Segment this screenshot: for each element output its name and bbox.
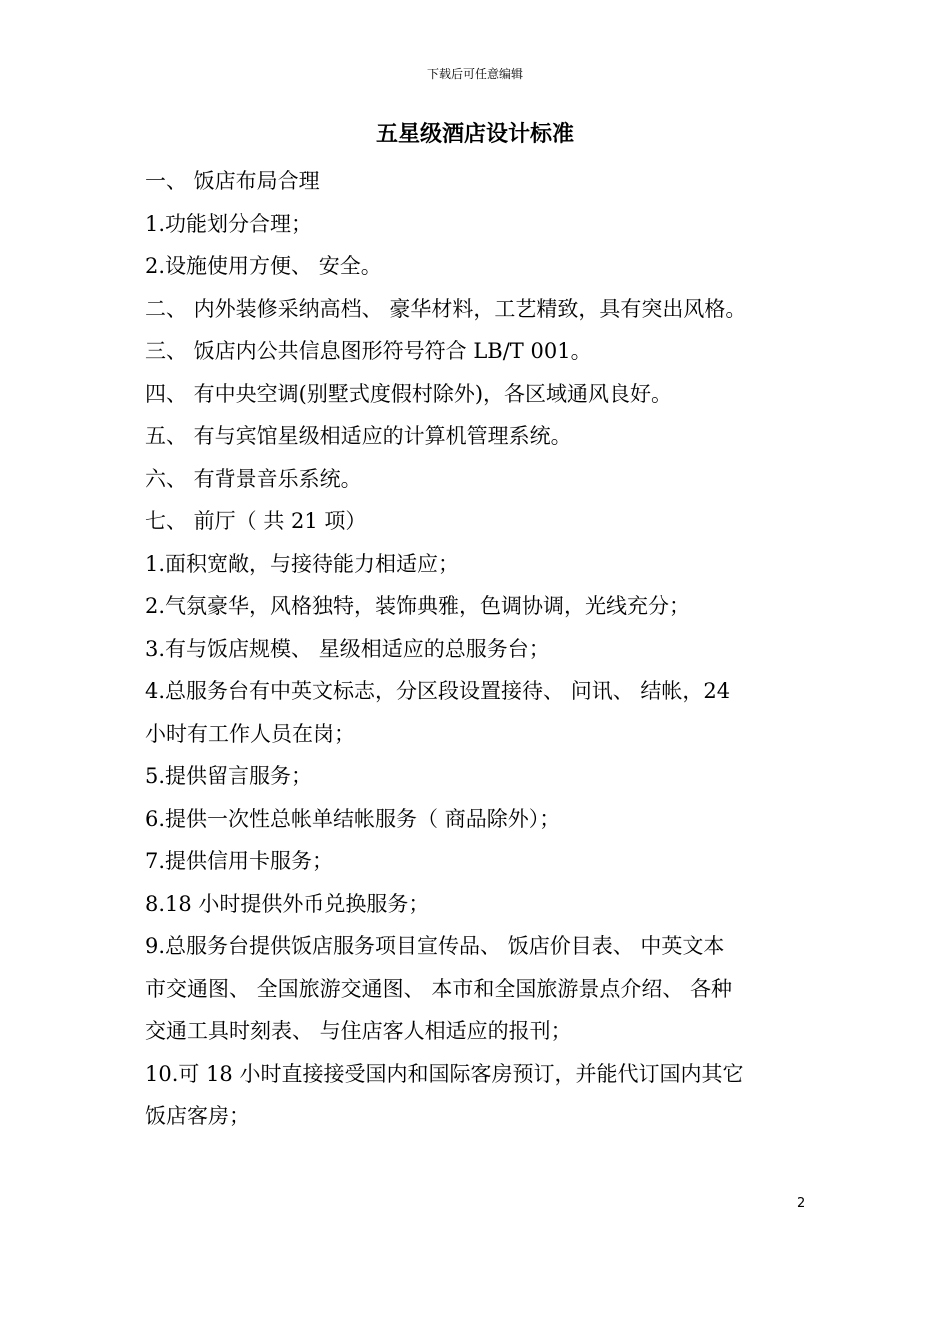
text-line: 4.总服务台有中英文标志，分区段设置接待、 问讯、 结帐，24 <box>145 679 731 703</box>
text-line: 饭店客房； <box>145 1104 250 1128</box>
document-title: 五星级酒店设计标准 <box>375 122 574 147</box>
text-line: 五、 有与宾馆星级相适应的计算机管理系统。 <box>145 424 572 448</box>
text-line: 1.功能划分合理； <box>145 211 313 236</box>
text-line: 六、 有背景音乐系统。 <box>145 466 362 491</box>
text-line: 四、 有中央空调(别墅式度假村除外)，各区域通风良好。 <box>145 381 673 406</box>
text-line: 7.提供信用卡服务； <box>145 849 334 873</box>
document-body <box>145 160 810 1138</box>
text-line: 七、 前厅（ 共 21 项） <box>145 509 367 533</box>
text-line: 3.有与饭店规模、 星级相适应的总服务台； <box>145 636 550 661</box>
text-line: 8.18 小时提供外币兑换服务； <box>145 891 430 916</box>
text-line: 1.面积宽敞，与接待能力相适应； <box>145 551 460 576</box>
text-line: 9.总服务台提供饭店服务项目宣传品、 饭店价目表、 中英文本 <box>145 934 725 958</box>
text-line: 5.提供留言服务； <box>145 764 313 788</box>
text-line: 交通工具时刻表、 与住店客人相适应的报刊； <box>145 1019 572 1043</box>
text-line: 三、 饭店内公共信息图形符号符合 LB/T 001。 <box>145 339 592 363</box>
text-line: 10.可 18 小时直接接受国内和国际客房预订，并能代订国内其它 <box>145 1061 744 1086</box>
text-line: 二、 内外装修采纳高档、 豪华材料，工艺精致，具有突出风格。 <box>145 296 747 321</box>
page-number: 2 <box>797 1196 806 1211</box>
text-line: 小时有工作人员在岗； <box>145 721 355 746</box>
text-line: 市交通图、 全国旅游交通图、 本市和全国旅游景点介绍、 各种 <box>145 976 733 1001</box>
text-line: 2.设施使用方便、 安全。 <box>145 254 382 278</box>
text-line: 6.提供一次性总帐单结帐服务（ 商品除外）； <box>145 806 561 831</box>
text-line: 一、 饭店布局合理 <box>145 169 320 193</box>
text-line: 2.气氛豪华，风格独特，装饰典雅，色调协调，光线充分； <box>145 594 691 618</box>
header-note: 下载后可任意编辑 <box>426 67 523 81</box>
